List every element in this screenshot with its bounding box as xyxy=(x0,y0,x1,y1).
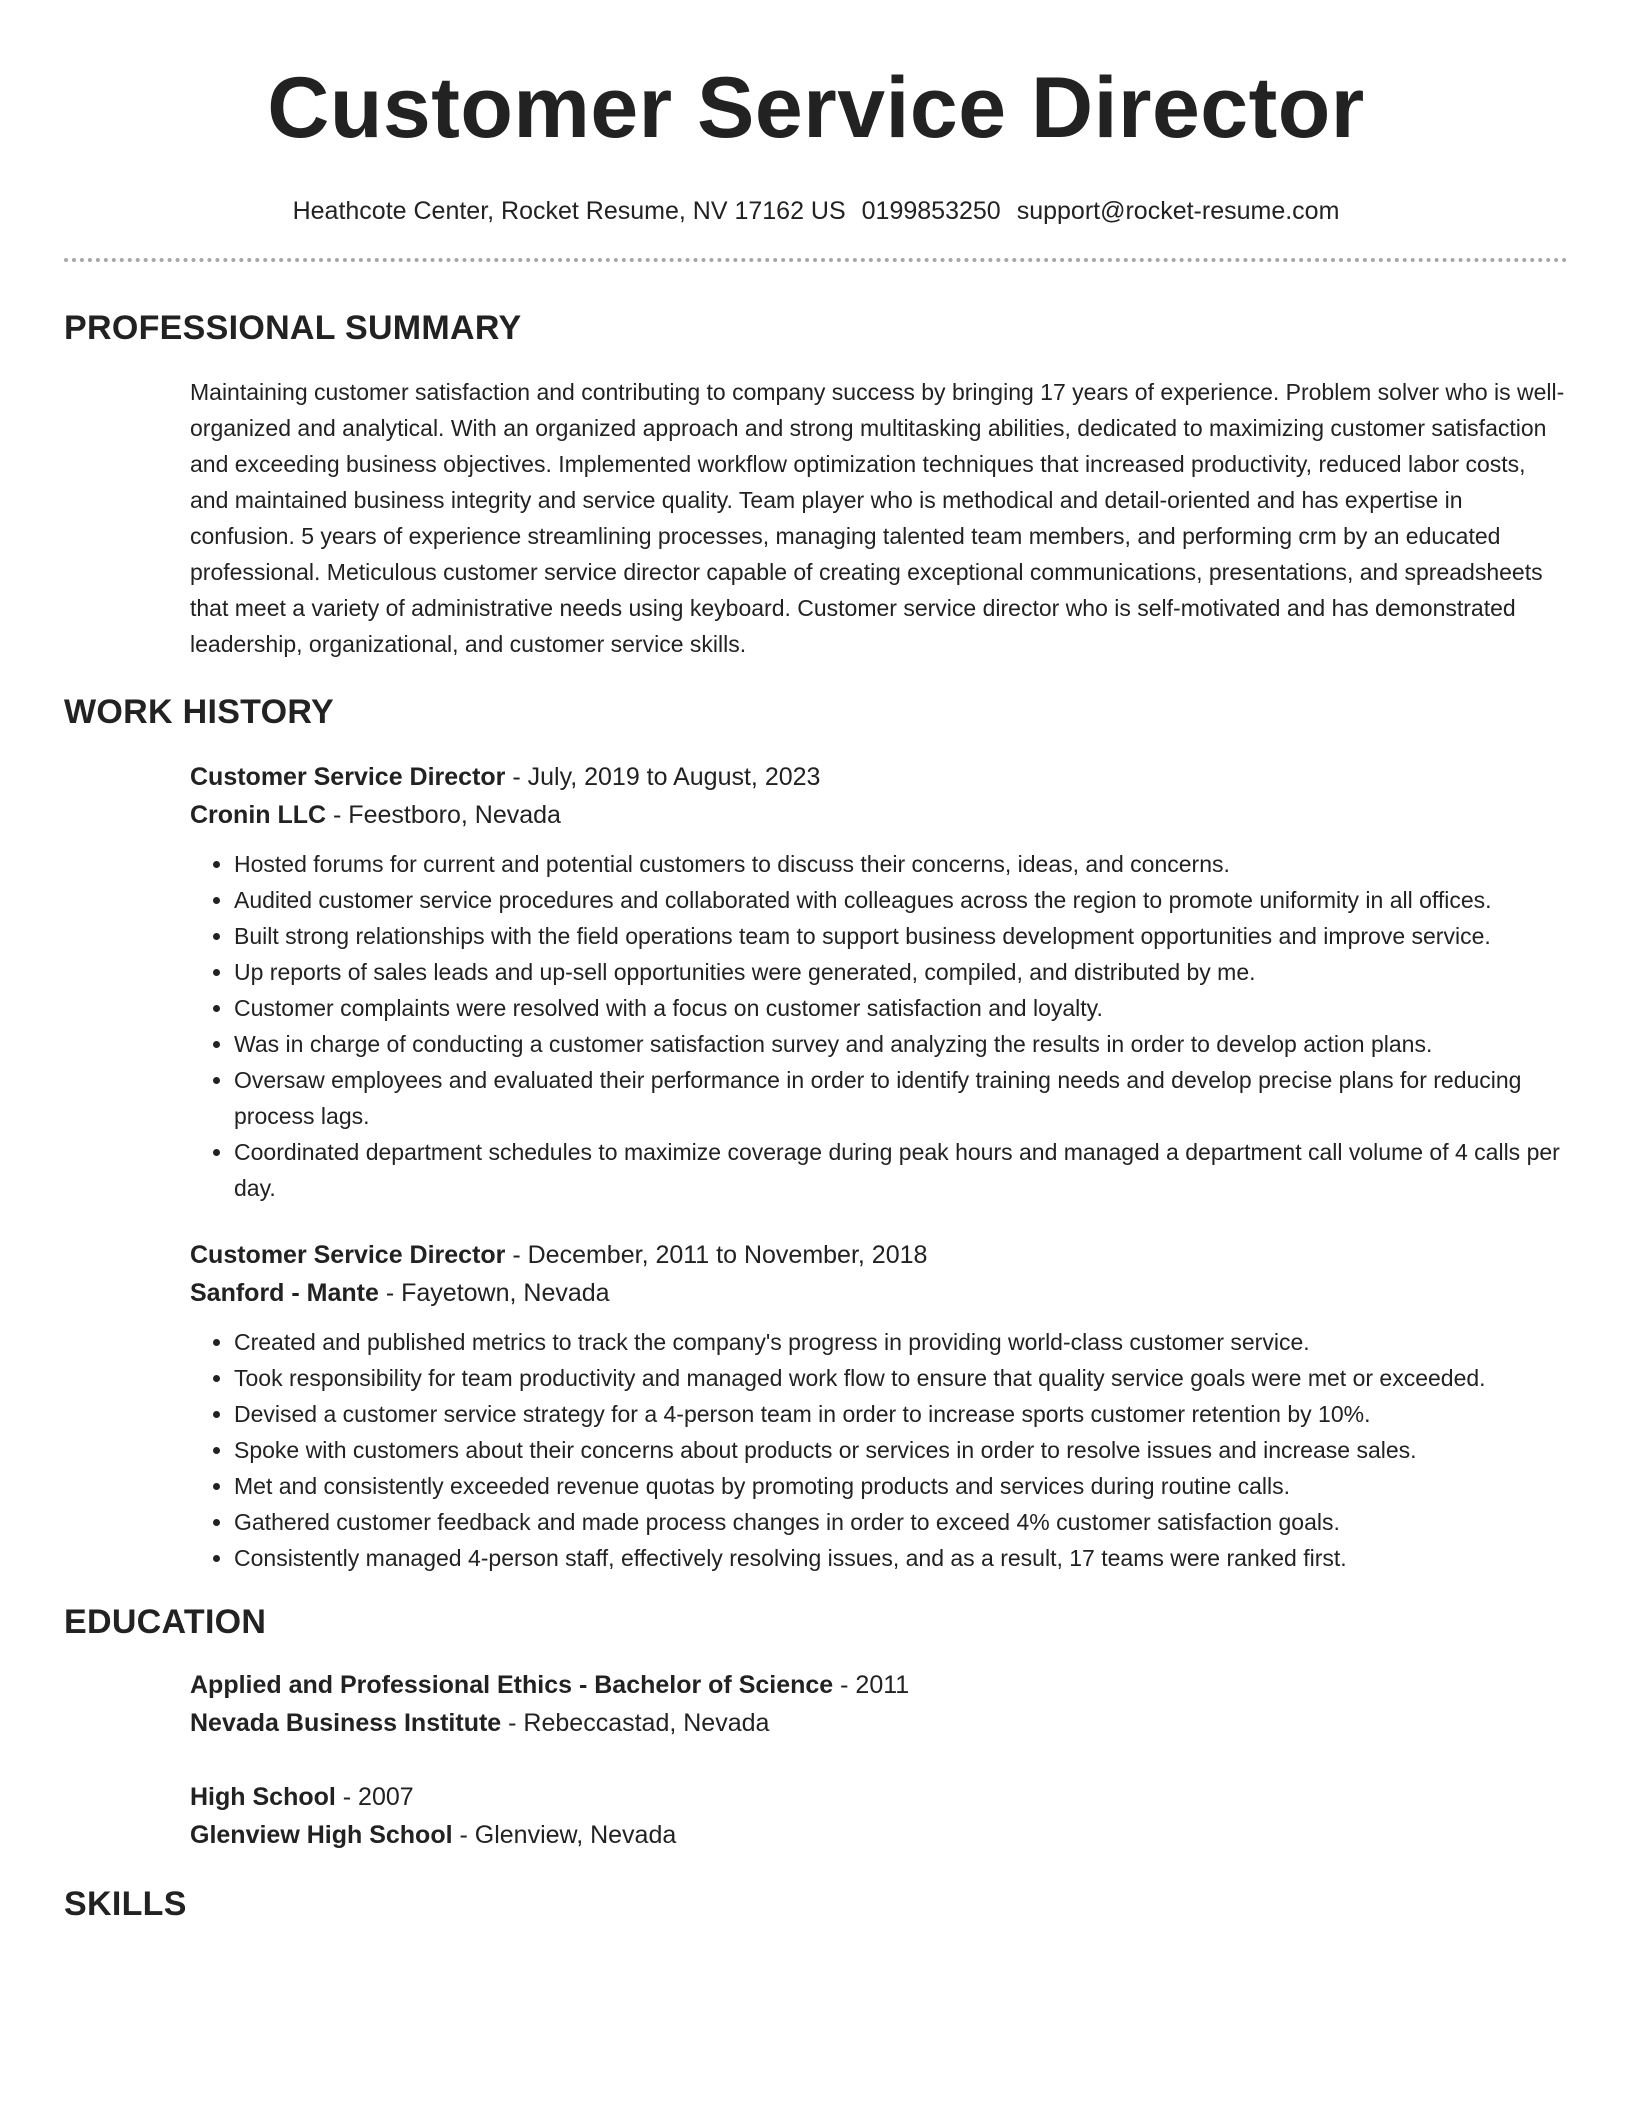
job-bullet: • Gathered customer feedback and made process changes in order to exceed 4% customer satisfaction goals. xyxy=(234,1504,1568,1540)
job-bullet-list xyxy=(190,1324,1568,1576)
job-entry xyxy=(190,758,1568,1206)
education-location: - Glenview, Nevada xyxy=(452,1821,677,1849)
job-bullet: • Customer complaints were resolved with a focus on customer satisfaction and loyalty. xyxy=(234,990,1568,1026)
job-bullet-list xyxy=(190,846,1568,1206)
job-company-line xyxy=(190,796,1568,834)
job-bullet: • Took responsibility for team productivity and managed work flow to ensure that quality service goals were met or exceeded. xyxy=(234,1360,1568,1396)
job-role-line xyxy=(190,758,1568,796)
section-title-skills: SKILLS xyxy=(64,1885,187,1923)
contact-phone: 0199853250 xyxy=(861,197,1001,225)
work-history-section xyxy=(190,758,1568,1576)
resume-header xyxy=(64,0,1568,228)
education-degree-line xyxy=(190,1778,1568,1816)
contact-line xyxy=(64,194,1568,228)
job-company-line xyxy=(190,1274,1568,1312)
education-section xyxy=(190,1666,1568,1854)
job-company: Cronin LLC xyxy=(190,801,327,829)
summary-section xyxy=(190,374,1568,662)
job-bullet: • Up reports of sales leads and up-sell opportunities were generated, compiled, and distributed by me. xyxy=(234,954,1568,990)
job-role-line xyxy=(190,1236,1568,1274)
job-bullet: • Devised a customer service strategy for a 4-person team in order to increase sports customer retention by 10%. xyxy=(234,1396,1568,1432)
job-bullet: • Oversaw employees and evaluated their performance in order to identify training needs and develop precise plans for reducing process lags. xyxy=(234,1062,1568,1134)
education-entry xyxy=(190,1666,1568,1742)
job-location: - Feestboro, Nevada xyxy=(326,801,561,829)
job-role: Customer Service Director xyxy=(190,1241,506,1269)
job-bullet: • Met and consistently exceeded revenue quotas by promoting products and services during routine calls. xyxy=(234,1468,1568,1504)
header-divider xyxy=(64,258,1568,262)
summary-text: Maintaining customer satisfaction and contributing to company success by bringing 17 years of experience. Problem solver who is well-organized and analytical. With an organized approach and strong multitasking abilities, dedicated to maximizing customer satisfaction and exceeding business objectives. Implemented workflow optimization techniques that increased productivity, reduced labor costs, and maintained business integrity and service quality. Team player who is methodical and detail-oriented and has expertise in confusion. 5 years of experience streamlining processes, managing talented team members, and performing crm by an educated professional. Meticulous customer service director capable of creating exceptional communications, presentations, and spreadsheets that meet a variety of administrative needs using keyboard. Customer service director who is self-motivated and has demonstrated leadership, organizational, and customer service skills. xyxy=(190,379,1565,657)
contact-email: support@rocket-resume.com xyxy=(1016,197,1340,225)
education-year: - 2011 xyxy=(833,1671,910,1699)
education-school-line xyxy=(190,1816,1568,1854)
education-school: Glenview High School xyxy=(190,1821,453,1849)
education-year: - 2007 xyxy=(335,1783,414,1811)
job-entry xyxy=(190,1236,1568,1576)
education-degree: Applied and Professional Ethics - Bachelor of Science xyxy=(190,1671,834,1699)
job-location: - Fayetown, Nevada xyxy=(378,1279,610,1307)
job-bullet: • Built strong relationships with the field operations team to support business development opportunities and improve service. xyxy=(234,918,1568,954)
job-bullet: • Coordinated department schedules to maximize coverage during peak hours and managed a department call volume of 4 calls per day. xyxy=(234,1134,1568,1206)
candidate-name: Customer Service Director xyxy=(267,60,1365,156)
job-bullet: • Hosted forums for current and potential customers to discuss their concerns, ideas, and concerns. xyxy=(234,846,1568,882)
education-location: - Rebeccastad, Nevada xyxy=(501,1709,770,1737)
education-school-line xyxy=(190,1704,1568,1742)
job-role: Customer Service Director xyxy=(190,763,506,791)
job-company: Sanford - Mante xyxy=(190,1279,379,1307)
job-dates: - July, 2019 to August, 2023 xyxy=(505,763,821,791)
education-degree: High School xyxy=(190,1783,336,1811)
job-bullet: • Spoke with customers about their concerns about products or services in order to resolve issues and increase sales. xyxy=(234,1432,1568,1468)
job-bullet: • Consistently managed 4-person staff, effectively resolving issues, and as a result, 17 teams were ranked first. xyxy=(234,1540,1568,1576)
section-title-summary: PROFESSIONAL SUMMARY xyxy=(64,309,522,347)
contact-address: Heathcote Center, Rocket Resume, NV 17162 US xyxy=(292,197,846,225)
education-degree-line xyxy=(190,1666,1568,1704)
education-entry xyxy=(190,1778,1568,1854)
job-bullet: • Created and published metrics to track the company's progress in providing world-class customer service. xyxy=(234,1324,1568,1360)
job-bullet: • Was in charge of conducting a customer satisfaction survey and analyzing the results in order to develop action plans. xyxy=(234,1026,1568,1062)
job-bullet: • Audited customer service procedures and collaborated with colleagues across the region to promote uniformity in all offices. xyxy=(234,882,1568,918)
job-dates: - December, 2011 to November, 2018 xyxy=(505,1241,928,1269)
education-school: Nevada Business Institute xyxy=(190,1709,502,1737)
section-title-education: EDUCATION xyxy=(64,1603,267,1641)
section-title-work-history: WORK HISTORY xyxy=(64,693,334,731)
